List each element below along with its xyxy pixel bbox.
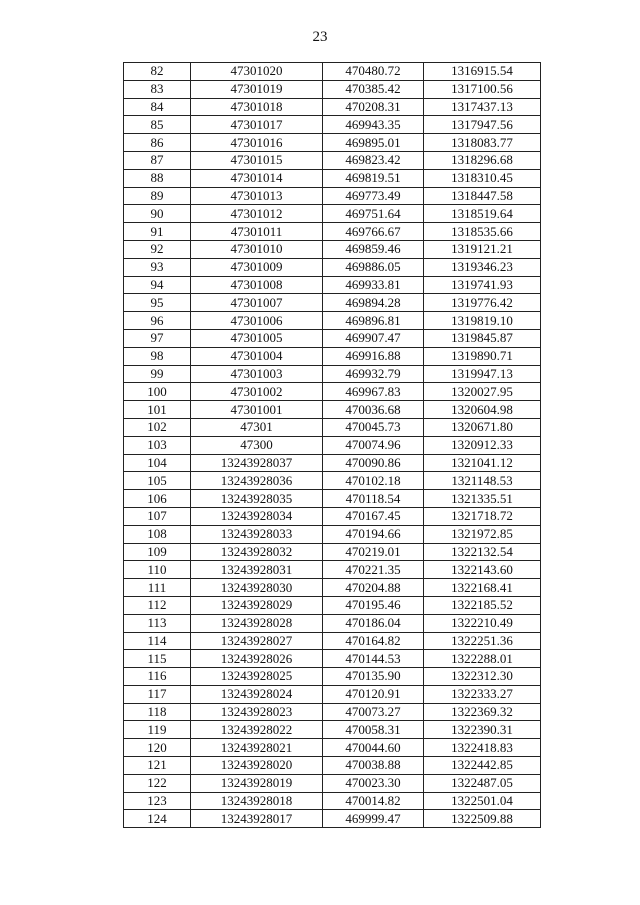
x-coordinate-cell: 470118.54 — [323, 490, 424, 508]
point-id-cell: 47301010 — [191, 240, 323, 258]
y-coordinate-cell: 1322168.41 — [424, 579, 541, 597]
table-row — [124, 187, 541, 205]
x-coordinate-cell: 470195.46 — [323, 596, 424, 614]
point-id-cell: 47301005 — [191, 329, 323, 347]
point-number-cell: 111 — [124, 579, 191, 597]
table-row — [124, 810, 541, 828]
x-coordinate-cell: 469886.05 — [323, 258, 424, 276]
point-number-cell: 104 — [124, 454, 191, 472]
y-coordinate-cell: 1318296.68 — [424, 151, 541, 169]
table-row — [124, 276, 541, 294]
table-row — [124, 365, 541, 383]
point-number-cell: 108 — [124, 525, 191, 543]
x-coordinate-cell: 470090.86 — [323, 454, 424, 472]
point-id-cell: 13243928027 — [191, 632, 323, 650]
point-id-cell: 47301004 — [191, 347, 323, 365]
point-id-cell: 47301008 — [191, 276, 323, 294]
point-number-cell: 99 — [124, 365, 191, 383]
y-coordinate-cell: 1322210.49 — [424, 614, 541, 632]
point-id-cell: 13243928024 — [191, 685, 323, 703]
y-coordinate-cell: 1322390.31 — [424, 721, 541, 739]
table-row — [124, 668, 541, 686]
point-number-cell: 105 — [124, 472, 191, 490]
x-coordinate-cell: 470204.88 — [323, 579, 424, 597]
x-coordinate-cell: 470144.53 — [323, 650, 424, 668]
x-coordinate-cell: 470194.66 — [323, 525, 424, 543]
point-number-cell: 92 — [124, 240, 191, 258]
point-id-cell: 13243928026 — [191, 650, 323, 668]
y-coordinate-cell: 1319776.42 — [424, 294, 541, 312]
table-row — [124, 650, 541, 668]
y-coordinate-cell: 1320912.33 — [424, 436, 541, 454]
point-number-cell: 115 — [124, 650, 191, 668]
point-id-cell: 13243928028 — [191, 614, 323, 632]
point-id-cell: 47301017 — [191, 116, 323, 134]
x-coordinate-cell: 469967.83 — [323, 383, 424, 401]
point-id-cell: 47301007 — [191, 294, 323, 312]
x-coordinate-cell: 470058.31 — [323, 721, 424, 739]
point-id-cell: 13243928018 — [191, 792, 323, 810]
table-row — [124, 703, 541, 721]
point-id-cell: 47301002 — [191, 383, 323, 401]
point-id-cell: 13243928035 — [191, 490, 323, 508]
x-coordinate-cell: 469895.01 — [323, 134, 424, 152]
point-id-cell: 47301003 — [191, 365, 323, 383]
table-row — [124, 792, 541, 810]
y-coordinate-cell: 1318083.77 — [424, 134, 541, 152]
x-coordinate-cell: 470120.91 — [323, 685, 424, 703]
x-coordinate-cell: 469819.51 — [323, 169, 424, 187]
y-coordinate-cell: 1321718.72 — [424, 507, 541, 525]
coordinates-table-body — [124, 63, 541, 828]
y-coordinate-cell: 1318447.58 — [424, 187, 541, 205]
table-row — [124, 774, 541, 792]
point-id-cell: 13243928029 — [191, 596, 323, 614]
point-number-cell: 117 — [124, 685, 191, 703]
y-coordinate-cell: 1322251.36 — [424, 632, 541, 650]
y-coordinate-cell: 1321041.12 — [424, 454, 541, 472]
point-id-cell: 13243928037 — [191, 454, 323, 472]
table-row — [124, 63, 541, 81]
point-number-cell: 116 — [124, 668, 191, 686]
x-coordinate-cell: 470221.35 — [323, 561, 424, 579]
table-row — [124, 739, 541, 757]
x-coordinate-cell: 470135.90 — [323, 668, 424, 686]
y-coordinate-cell: 1322333.27 — [424, 685, 541, 703]
x-coordinate-cell: 470023.30 — [323, 774, 424, 792]
y-coordinate-cell: 1322132.54 — [424, 543, 541, 561]
point-id-cell: 47301012 — [191, 205, 323, 223]
point-number-cell: 122 — [124, 774, 191, 792]
table-row — [124, 312, 541, 330]
y-coordinate-cell: 1322288.01 — [424, 650, 541, 668]
point-number-cell: 94 — [124, 276, 191, 294]
table-row — [124, 347, 541, 365]
x-coordinate-cell: 469943.35 — [323, 116, 424, 134]
point-number-cell: 87 — [124, 151, 191, 169]
x-coordinate-cell: 469933.81 — [323, 276, 424, 294]
y-coordinate-cell: 1318310.45 — [424, 169, 541, 187]
point-number-cell: 102 — [124, 418, 191, 436]
table-row — [124, 561, 541, 579]
table-row — [124, 98, 541, 116]
table-row — [124, 490, 541, 508]
x-coordinate-cell: 469932.79 — [323, 365, 424, 383]
y-coordinate-cell: 1322418.83 — [424, 739, 541, 757]
x-coordinate-cell: 469999.47 — [323, 810, 424, 828]
point-number-cell: 107 — [124, 507, 191, 525]
x-coordinate-cell: 469907.47 — [323, 329, 424, 347]
table-row — [124, 721, 541, 739]
x-coordinate-cell: 470073.27 — [323, 703, 424, 721]
coordinates-table — [123, 62, 541, 828]
point-id-cell: 13243928031 — [191, 561, 323, 579]
point-id-cell: 13243928017 — [191, 810, 323, 828]
table-row — [124, 401, 541, 419]
point-id-cell: 47301013 — [191, 187, 323, 205]
table-row — [124, 258, 541, 276]
y-coordinate-cell: 1320604.98 — [424, 401, 541, 419]
y-coordinate-cell: 1317100.56 — [424, 80, 541, 98]
y-coordinate-cell: 1319890.71 — [424, 347, 541, 365]
x-coordinate-cell: 470036.68 — [323, 401, 424, 419]
y-coordinate-cell: 1320671.80 — [424, 418, 541, 436]
point-number-cell: 118 — [124, 703, 191, 721]
x-coordinate-cell: 470045.73 — [323, 418, 424, 436]
point-id-cell: 47301 — [191, 418, 323, 436]
y-coordinate-cell: 1322442.85 — [424, 757, 541, 775]
x-coordinate-cell: 470044.60 — [323, 739, 424, 757]
table-row — [124, 329, 541, 347]
table-row — [124, 294, 541, 312]
point-id-cell: 13243928023 — [191, 703, 323, 721]
x-coordinate-cell: 470219.01 — [323, 543, 424, 561]
x-coordinate-cell: 470167.45 — [323, 507, 424, 525]
table-row — [124, 134, 541, 152]
y-coordinate-cell: 1319947.13 — [424, 365, 541, 383]
point-number-cell: 85 — [124, 116, 191, 134]
table-row — [124, 436, 541, 454]
y-coordinate-cell: 1322369.32 — [424, 703, 541, 721]
table-row — [124, 596, 541, 614]
x-coordinate-cell: 470480.72 — [323, 63, 424, 81]
point-number-cell: 110 — [124, 561, 191, 579]
point-number-cell: 101 — [124, 401, 191, 419]
y-coordinate-cell: 1316915.54 — [424, 63, 541, 81]
table-row — [124, 418, 541, 436]
point-id-cell: 13243928030 — [191, 579, 323, 597]
point-id-cell: 13243928036 — [191, 472, 323, 490]
point-id-cell: 47301001 — [191, 401, 323, 419]
point-id-cell: 47301018 — [191, 98, 323, 116]
table-row — [124, 383, 541, 401]
table-row — [124, 116, 541, 134]
y-coordinate-cell: 1319845.87 — [424, 329, 541, 347]
x-coordinate-cell: 469896.81 — [323, 312, 424, 330]
point-id-cell: 47301019 — [191, 80, 323, 98]
point-number-cell: 106 — [124, 490, 191, 508]
point-number-cell: 100 — [124, 383, 191, 401]
point-id-cell: 47301009 — [191, 258, 323, 276]
point-id-cell: 47301016 — [191, 134, 323, 152]
point-id-cell: 13243928022 — [191, 721, 323, 739]
x-coordinate-cell: 470014.82 — [323, 792, 424, 810]
point-id-cell: 13243928032 — [191, 543, 323, 561]
table-row — [124, 472, 541, 490]
y-coordinate-cell: 1318535.66 — [424, 223, 541, 241]
y-coordinate-cell: 1322185.52 — [424, 596, 541, 614]
y-coordinate-cell: 1319346.23 — [424, 258, 541, 276]
x-coordinate-cell: 470385.42 — [323, 80, 424, 98]
x-coordinate-cell: 469894.28 — [323, 294, 424, 312]
point-number-cell: 114 — [124, 632, 191, 650]
table-row — [124, 579, 541, 597]
x-coordinate-cell: 470074.96 — [323, 436, 424, 454]
table-row — [124, 223, 541, 241]
x-coordinate-cell: 469916.88 — [323, 347, 424, 365]
table-row — [124, 507, 541, 525]
page-number: 23 — [312, 29, 328, 45]
point-number-cell: 119 — [124, 721, 191, 739]
x-coordinate-cell: 470208.31 — [323, 98, 424, 116]
x-coordinate-cell: 469859.46 — [323, 240, 424, 258]
x-coordinate-cell: 470102.18 — [323, 472, 424, 490]
x-coordinate-cell: 470038.88 — [323, 757, 424, 775]
point-number-cell: 109 — [124, 543, 191, 561]
point-number-cell: 121 — [124, 757, 191, 775]
y-coordinate-cell: 1321335.51 — [424, 490, 541, 508]
y-coordinate-cell: 1318519.64 — [424, 205, 541, 223]
y-coordinate-cell: 1319819.10 — [424, 312, 541, 330]
table-row — [124, 543, 541, 561]
point-id-cell: 13243928019 — [191, 774, 323, 792]
point-id-cell: 13243928034 — [191, 507, 323, 525]
table-row — [124, 757, 541, 775]
y-coordinate-cell: 1317947.56 — [424, 116, 541, 134]
point-number-cell: 120 — [124, 739, 191, 757]
point-number-cell: 123 — [124, 792, 191, 810]
point-number-cell: 91 — [124, 223, 191, 241]
point-number-cell: 96 — [124, 312, 191, 330]
table-row — [124, 525, 541, 543]
point-id-cell: 13243928021 — [191, 739, 323, 757]
x-coordinate-cell: 469823.42 — [323, 151, 424, 169]
x-coordinate-cell: 470186.04 — [323, 614, 424, 632]
table-row — [124, 240, 541, 258]
point-id-cell: 13243928025 — [191, 668, 323, 686]
point-id-cell: 13243928020 — [191, 757, 323, 775]
y-coordinate-cell: 1322501.04 — [424, 792, 541, 810]
table-row — [124, 454, 541, 472]
table-row — [124, 151, 541, 169]
table-row — [124, 614, 541, 632]
point-id-cell: 47301006 — [191, 312, 323, 330]
table-row — [124, 169, 541, 187]
point-id-cell: 47301020 — [191, 63, 323, 81]
point-number-cell: 97 — [124, 329, 191, 347]
y-coordinate-cell: 1322509.88 — [424, 810, 541, 828]
point-id-cell: 47301014 — [191, 169, 323, 187]
point-number-cell: 113 — [124, 614, 191, 632]
x-coordinate-cell: 469773.49 — [323, 187, 424, 205]
point-number-cell: 84 — [124, 98, 191, 116]
y-coordinate-cell: 1319741.93 — [424, 276, 541, 294]
table-row — [124, 205, 541, 223]
y-coordinate-cell: 1321972.85 — [424, 525, 541, 543]
y-coordinate-cell: 1321148.53 — [424, 472, 541, 490]
point-number-cell: 88 — [124, 169, 191, 187]
y-coordinate-cell: 1322487.05 — [424, 774, 541, 792]
table-row — [124, 80, 541, 98]
point-id-cell: 47301011 — [191, 223, 323, 241]
table-row — [124, 685, 541, 703]
point-id-cell: 47300 — [191, 436, 323, 454]
point-id-cell: 47301015 — [191, 151, 323, 169]
point-number-cell: 82 — [124, 63, 191, 81]
point-number-cell: 93 — [124, 258, 191, 276]
point-number-cell: 95 — [124, 294, 191, 312]
table-row — [124, 632, 541, 650]
point-number-cell: 90 — [124, 205, 191, 223]
point-number-cell: 124 — [124, 810, 191, 828]
point-number-cell: 112 — [124, 596, 191, 614]
point-number-cell: 83 — [124, 80, 191, 98]
point-number-cell: 86 — [124, 134, 191, 152]
y-coordinate-cell: 1322143.60 — [424, 561, 541, 579]
y-coordinate-cell: 1319121.21 — [424, 240, 541, 258]
x-coordinate-cell: 469751.64 — [323, 205, 424, 223]
point-number-cell: 98 — [124, 347, 191, 365]
point-id-cell: 13243928033 — [191, 525, 323, 543]
y-coordinate-cell: 1317437.13 — [424, 98, 541, 116]
x-coordinate-cell: 470164.82 — [323, 632, 424, 650]
y-coordinate-cell: 1320027.95 — [424, 383, 541, 401]
y-coordinate-cell: 1322312.30 — [424, 668, 541, 686]
x-coordinate-cell: 469766.67 — [323, 223, 424, 241]
point-number-cell: 89 — [124, 187, 191, 205]
point-number-cell: 103 — [124, 436, 191, 454]
